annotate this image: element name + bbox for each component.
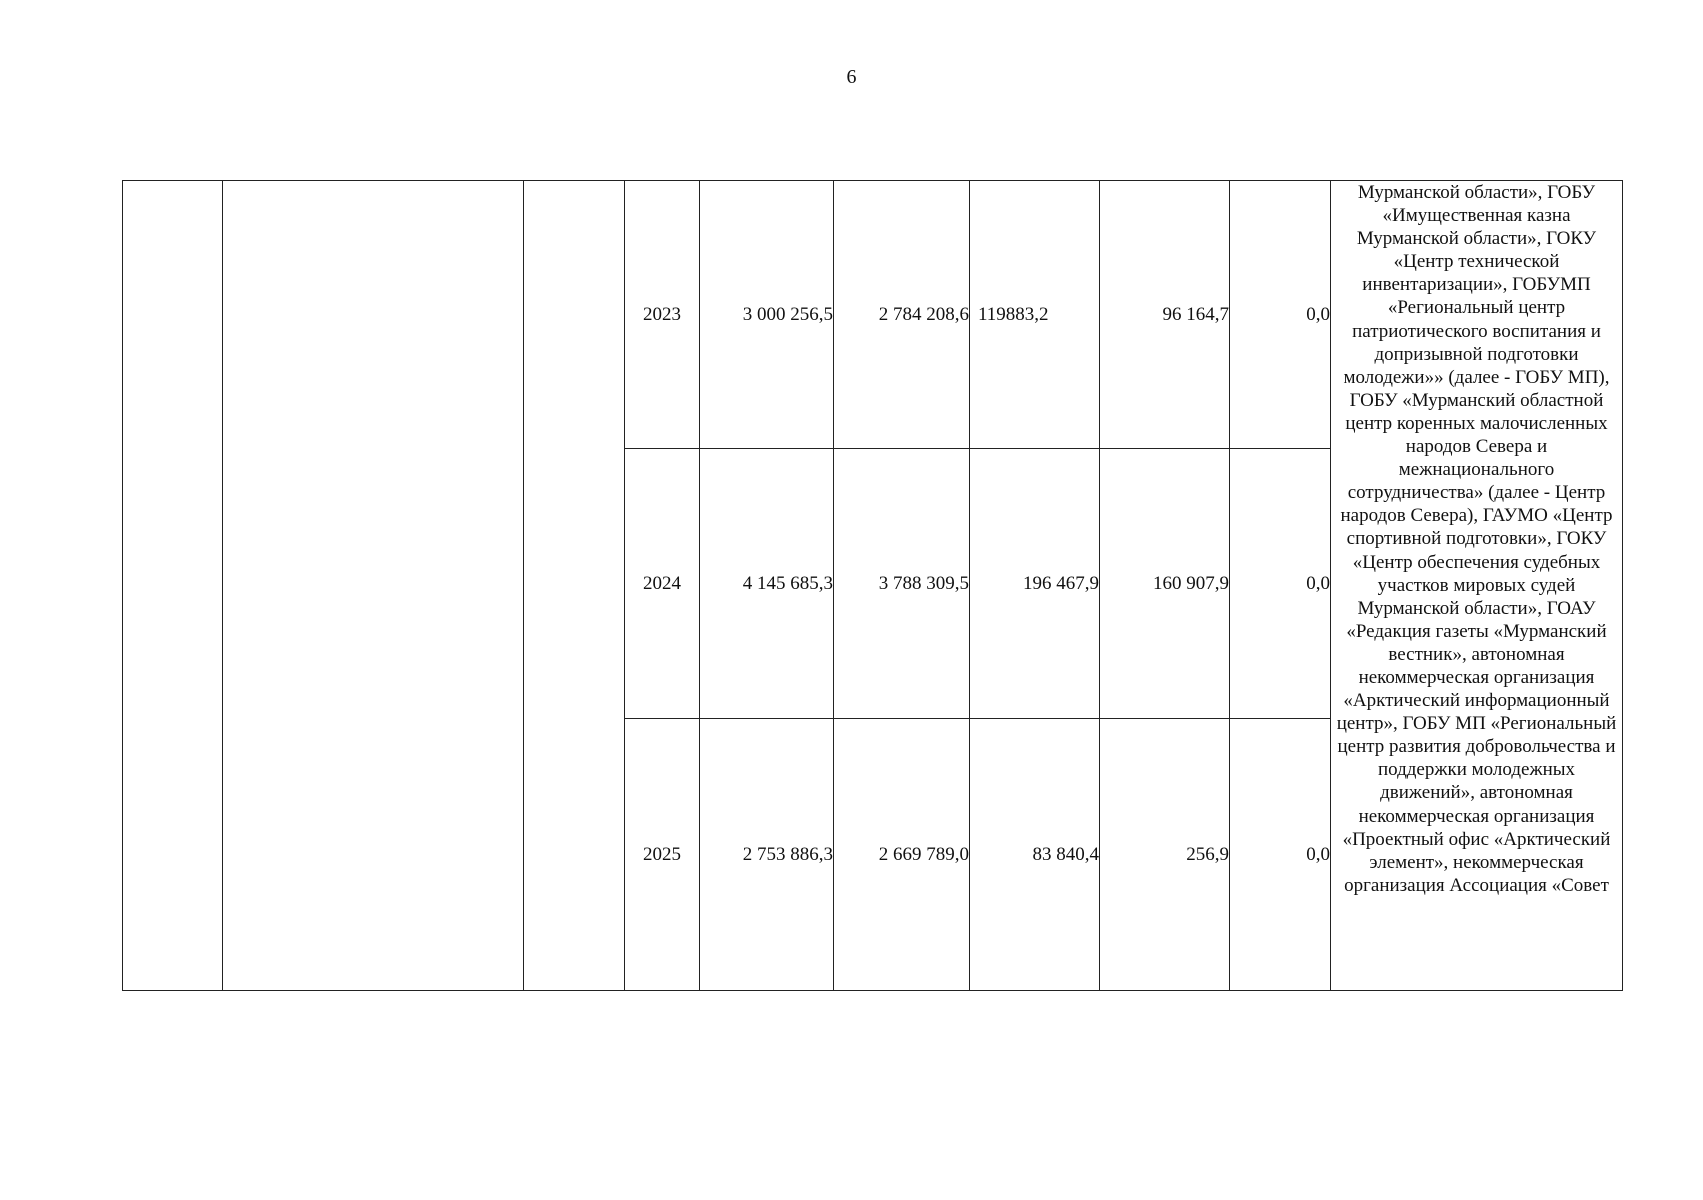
executors-cell: [1331, 181, 1623, 991]
extra-budgetary-cell: 0,0: [1230, 449, 1331, 719]
federal-budget-cell: 83 840,4: [970, 719, 1100, 991]
total-cell: 2 753 886,3: [700, 719, 834, 991]
measure-name-cell: [223, 181, 524, 991]
federal-budget-cell: 119883,2: [970, 181, 1100, 449]
total-cell: 4 145 685,3: [700, 449, 834, 719]
number-cell: [123, 181, 223, 991]
total-cell: 3 000 256,5: [700, 181, 834, 449]
page-number: 6: [846, 66, 857, 88]
local-budgets-cell: 160 907,9: [1100, 449, 1230, 719]
regional-budget-cell: 3 788 309,5: [834, 449, 970, 719]
local-budgets-cell: 256,9: [1100, 719, 1230, 991]
period-cell: [524, 181, 625, 991]
budget-table: [122, 180, 1623, 991]
extra-budgetary-cell: 0,0: [1230, 181, 1331, 449]
executors-text: Мурманской области», ГОБУ «Имущественная казна Мурманской области», ГОКУ «Центр технической инвентаризации», ГОБУМП «Региональный центр патриотического воспитания и допризывной подготовки молодежи»» (далее - ГОБУ МП), ГОБУ «Мурманский областной центр коренных малочисленных народов Севера и межнационального сотрудничества» (далее - Центр народов Севера), ГАУМО «Центр спортивной подготовки», ГОКУ «Центр обеспечения судебных участков мировых судей Мурманской области», ГОАУ «Редакция газеты «Мурманский вестник», автономная некоммерческая организация «Арктический информационный центр», ГОБУ МП «Региональный центр развития добровольчества и поддержки молодежных движений», автономная некоммерческая организация «Проектный офис «Арктический элемент», некоммерческая организация Ассоциация «Совет: [1336, 182, 1617, 896]
federal-budget-cell: 196 467,9: [970, 449, 1100, 719]
regional-budget-cell: 2 669 789,0: [834, 719, 970, 991]
extra-budgetary-cell: 0,0: [1230, 719, 1331, 991]
table-row: [123, 181, 1623, 449]
year-cell: 2025: [625, 719, 700, 991]
local-budgets-cell: 96 164,7: [1100, 181, 1230, 449]
year-cell: 2023: [625, 181, 700, 449]
regional-budget-cell: 2 784 208,6: [834, 181, 970, 449]
year-cell: 2024: [625, 449, 700, 719]
